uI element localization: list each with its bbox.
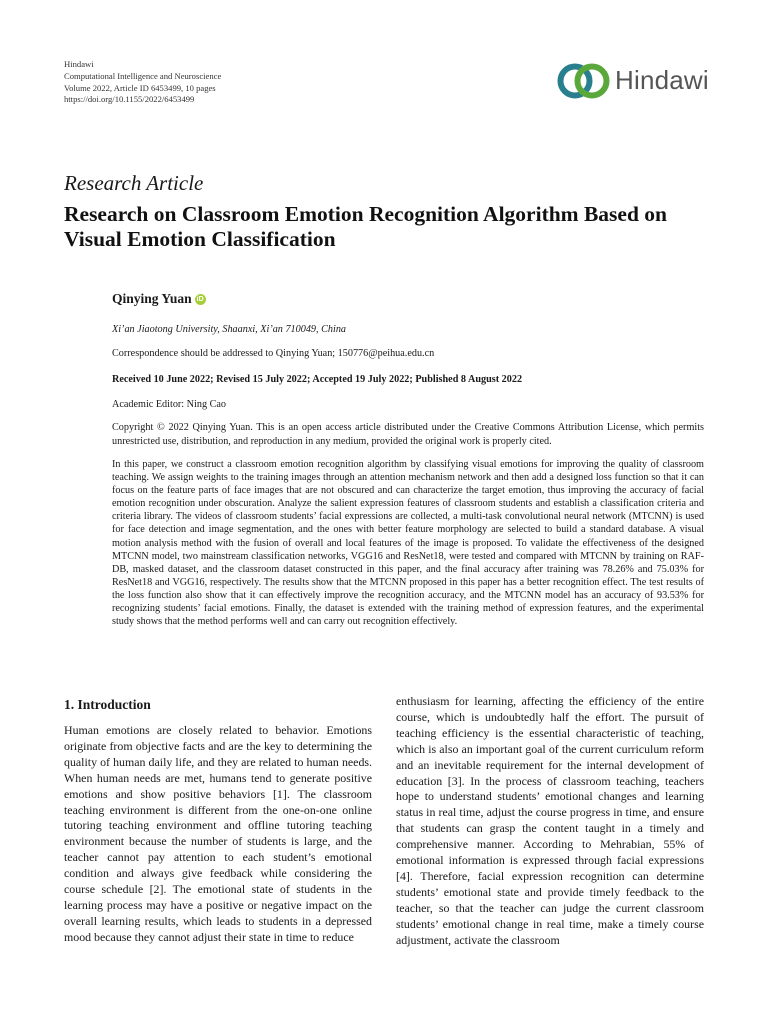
correspondence: Correspondence should be addressed to Qinying Yuan; 150776@peihua.edu.cn: [112, 348, 435, 359]
abstract: In this paper, we construct a classroom emotion recognition algorithm by classifying visual emotions for improving the quality of classroom teaching. We assign weights to the training images through an attention mechanism network and then add a designed loss function so that it can focus on the feature parts of face images that are not obscured and can characterize the target emotion, thus improving the accuracy of facial emotion recognition under obscuration. Analyze the salient expression features of classroom students and establish a classification criteria and criteria library. The videos of classroom students’ facial expressions are collected, a multi-task convolutional neural network (MTCNN) is used for face detection and image segmentation, and the ones with better feature morphology are selected to build a standard database. A visual motion analysis method with the fusion of overall and local features of the image is proposed. To validate the effectiveness of the designed MTCNN model, two mainstream classification networks, VGG16 and ResNet18, were tested and compared with MTCNN by training on RAF-DB, masked dataset, and the classroom dataset constructed in this paper, and the final accuracy after training was 78.26% and 75.03% for ResNet18 and VGG16, respectively. The results show that the MTCNN proposed in this paper has a better recognition effect. The test results of the loss function also show that it can effectively improve the recognition accuracy, and the MTCNN model has an accuracy of 93.53% for recognizing students’ facial emotions. Finally, the dataset is extended with the training method of expression features, and the experimental study shows that the method performs well and can carry out recognition effectively.: [112, 459, 704, 628]
volume-info: Volume 2022, Article ID 6453499, 10 pages: [64, 82, 216, 93]
section-heading: 1. Introduction: [64, 697, 151, 712]
hindawi-logo[interactable]: [556, 62, 709, 100]
affiliation: Xi’an Jiaotong University, Shaanxi, Xi’an 710049, China: [112, 324, 347, 335]
body-text-right-column: enthusiasm for learning, affecting the efficiency of the entire course, which is undoubtedly half the effort. The pursuit of teaching efficiency is the essential characteristic of teaching, which is also an important goal of the current curriculum reform and an inevitable requirement for the internal development of education [3]. In the process of classroom teaching, teachers hope to understand students’ emotional changes and learning status in real time, adjust the course progress in time, and ensure that students can grasp the content taught in a timely and comprehensive manner. According to Mehrabian, 55% of emotional information is expressed through facial expressions [4]. Therefore, facial expression recognition can determine students’ emotional state and provide timely feedback to the teacher, so that the teacher can judge the current classroom students’ emotional change in real time, make a timely course adjustment, activate the classroom: [396, 694, 704, 947]
article-type: Research Article: [64, 171, 204, 195]
journal-info: [64, 59, 221, 106]
academic-editor: Academic Editor: Ning Cao: [112, 399, 227, 410]
hindawi-logo-icon: [556, 62, 612, 100]
copyright-notice: Copyright © 2022 Qinying Yuan. This is an open access article distributed under the Creative Commons Attribution License, which permits unrestricted use, distribution, and reproduction in any medium, provided the original work is properly cited.: [112, 422, 704, 447]
body-text-left-column: Human emotions are closely related to behavior. Emotions originate from objective facts and are the key to determining the quality of human daily life, and they are related to human needs. When human needs are met, humans tend to generate positive emotions and show positive behaviors [1]. The classroom teaching environment is different from the one-on-one online tutoring teaching environment and offline tutoring teaching environment because the number of students is large, and the teacher cannot pay attention to each student’s emotional condition and always give feedback while considering the course schedule [2]. The emotional state of students in the learning process may have a positive or negative impact on the overall learning results, which leads to students in a depressed mood because they cannot adjust their state in time to reduce: [64, 723, 372, 944]
author-line: [112, 291, 206, 307]
publication-dates: Received 10 June 2022; Revised 15 July 2022; Accepted 19 July 2022; Published 8 August 2022: [112, 374, 523, 385]
doi-link[interactable]: https://doi.org/10.1155/2022/6453499: [64, 94, 195, 105]
paper-title: Research on Classroom Emotion Recognition Algorithm Based on Visual Emotion Classification: [64, 202, 668, 251]
journal-name[interactable]: Computational Intelligence and Neuroscience: [64, 70, 222, 81]
orcid-icon[interactable]: iD: [196, 295, 204, 303]
logo-wordmark: Hindawi: [615, 65, 709, 95]
author-name[interactable]: Qinying Yuan: [112, 291, 192, 306]
publisher-name: Hindawi: [64, 59, 94, 69]
